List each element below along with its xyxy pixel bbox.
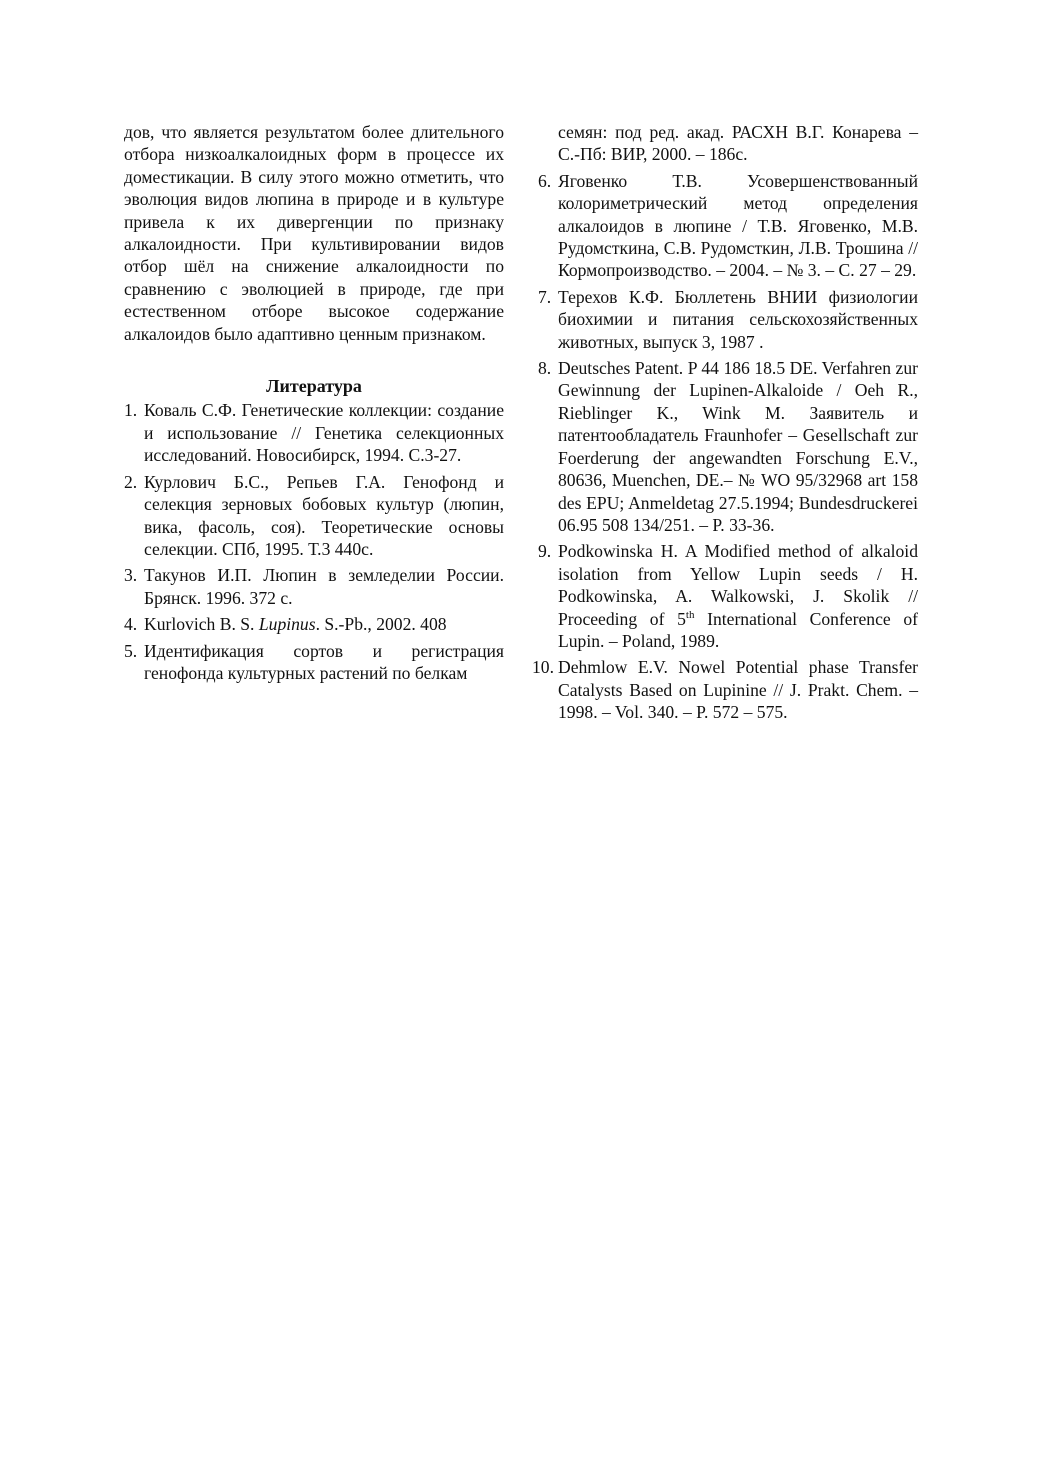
reference-number: 6. [538, 170, 552, 191]
reference-number: 10. [532, 657, 554, 678]
reference-text: Идентификация сортов и регистрация генофонда культурных растений по белкам [144, 640, 504, 683]
reference-text: Курлович Б.С., Репьев Г.А. Генофонд и селекция зерновых бобовых культур (люпин, вика, фасоль, соя). Теоретические основы селекции. СПб, 1995. Т.3 440с. [144, 471, 504, 559]
reference-item-4 [124, 613, 504, 635]
reference-text: Коваль С.Ф. Генетические коллекции: создание и использование // Генетика селекционных исследований. Новосибирск, 1994. С.3-27. [144, 400, 504, 466]
reference-text: Терехов К.Ф. Бюллетень ВНИИ физиологии биохимии и питания сельскохозяйственных животных, выпуск 3, 1987 . [558, 286, 918, 352]
reference-number: 3. [124, 565, 138, 586]
reference-item-3 [124, 564, 504, 609]
reference-number: 8. [538, 358, 552, 379]
reference-text: Такунов И.П. Люпин в земледелии России. Брянск. 1996. 372 с. [144, 565, 504, 608]
reference-item-1 [124, 399, 504, 466]
references-heading: Литература [266, 376, 362, 397]
reference-number: 1. [124, 400, 138, 421]
reference-text-part: . S.-Pb., 2002. 408 [315, 614, 447, 635]
reference-number: 5. [124, 640, 138, 661]
reference-number: 2. [124, 471, 138, 492]
reference-superscript: th [685, 608, 695, 621]
reference-text: Dehmlow E.V. Nowel Potential phase Transfer Catalysts Based on Lupinine // J. Prakt. Chem. – 1998. – Vol. 340. – P. 572 – 575. [558, 657, 918, 723]
reference-text-part: Podkowinska H. A Modified method of alkaloid isolation from Yellow Lupin seeds / H. Podkowinska, A. Walkowski, J. Skolik // Proceeding of 5 [558, 541, 918, 629]
reference-item-2 [124, 471, 504, 561]
reference-number: 9. [538, 541, 552, 562]
reference-item-7 [538, 286, 918, 353]
reference-item-5 [124, 640, 504, 685]
reference-text-part: Kurlovich B. S. [144, 614, 259, 635]
reference-list-right [532, 121, 918, 724]
reference-italic-title: Lupinus [258, 614, 316, 635]
right-column [532, 121, 918, 728]
reference-item-8 [538, 357, 918, 536]
reference-number: 4. [124, 614, 138, 635]
reference-item-9 [538, 540, 918, 652]
reference-item-5-continued [538, 121, 918, 166]
left-column [124, 121, 504, 688]
body-paragraph: дов, что является результатом более длительного отбора низкоалкалоидных форм в процессе их доместикации. В силу этого можно отметить, что эволюция видов люпина в природе и в культуре привела к их дивергенции по признаку алкалоидности. При культивировании видов отбор шёл на снижение алкалоидности по сравнению с эволюцией в природе, где при естественном отборе высокое содержание алкалоидов было адаптивно ценным признаком. [124, 122, 504, 344]
reference-number: 7. [538, 286, 552, 307]
reference-item-6 [538, 170, 918, 282]
reference-text: Deutsches Patent. P 44 186 18.5 DE. Verfahren zur Gewinnung der Lupinen-Alkaloide / Oeh R., Rieblinger K., Wink M. Заявитель и патентообладатель Fraunhofer – Gesellschaft zur Foerderung der angewandten Forschung E.V., 80636, Muenchen, DE.– № WO 95/32968 art 158 des EPU; Anmeldetag 27.5.1994; Bundesdruckerei 06.95 508 134/251. – P. 33-36. [558, 358, 918, 535]
reference-text-part: International Conference of Lupin. – Poland, 1989. [558, 608, 918, 651]
reference-list-left [124, 399, 504, 684]
reference-text: семян: под ред. акад. РАСХН В.Г. Конарева – С.-Пб: ВИР, 2000. – 186с. [558, 122, 918, 165]
reference-item-10 [532, 656, 918, 723]
reference-text: Яговенко Т.В. Усовершенствованный колориметрический метод определения алкалоидов в люпине / Т.В. Яговенко, М.В. Рудомсткина, С.В. Рудомсткин, Л.В. Трошина // Кормопроизводство. – 2004. – № 3. – С. 27 – 29. [558, 170, 918, 281]
